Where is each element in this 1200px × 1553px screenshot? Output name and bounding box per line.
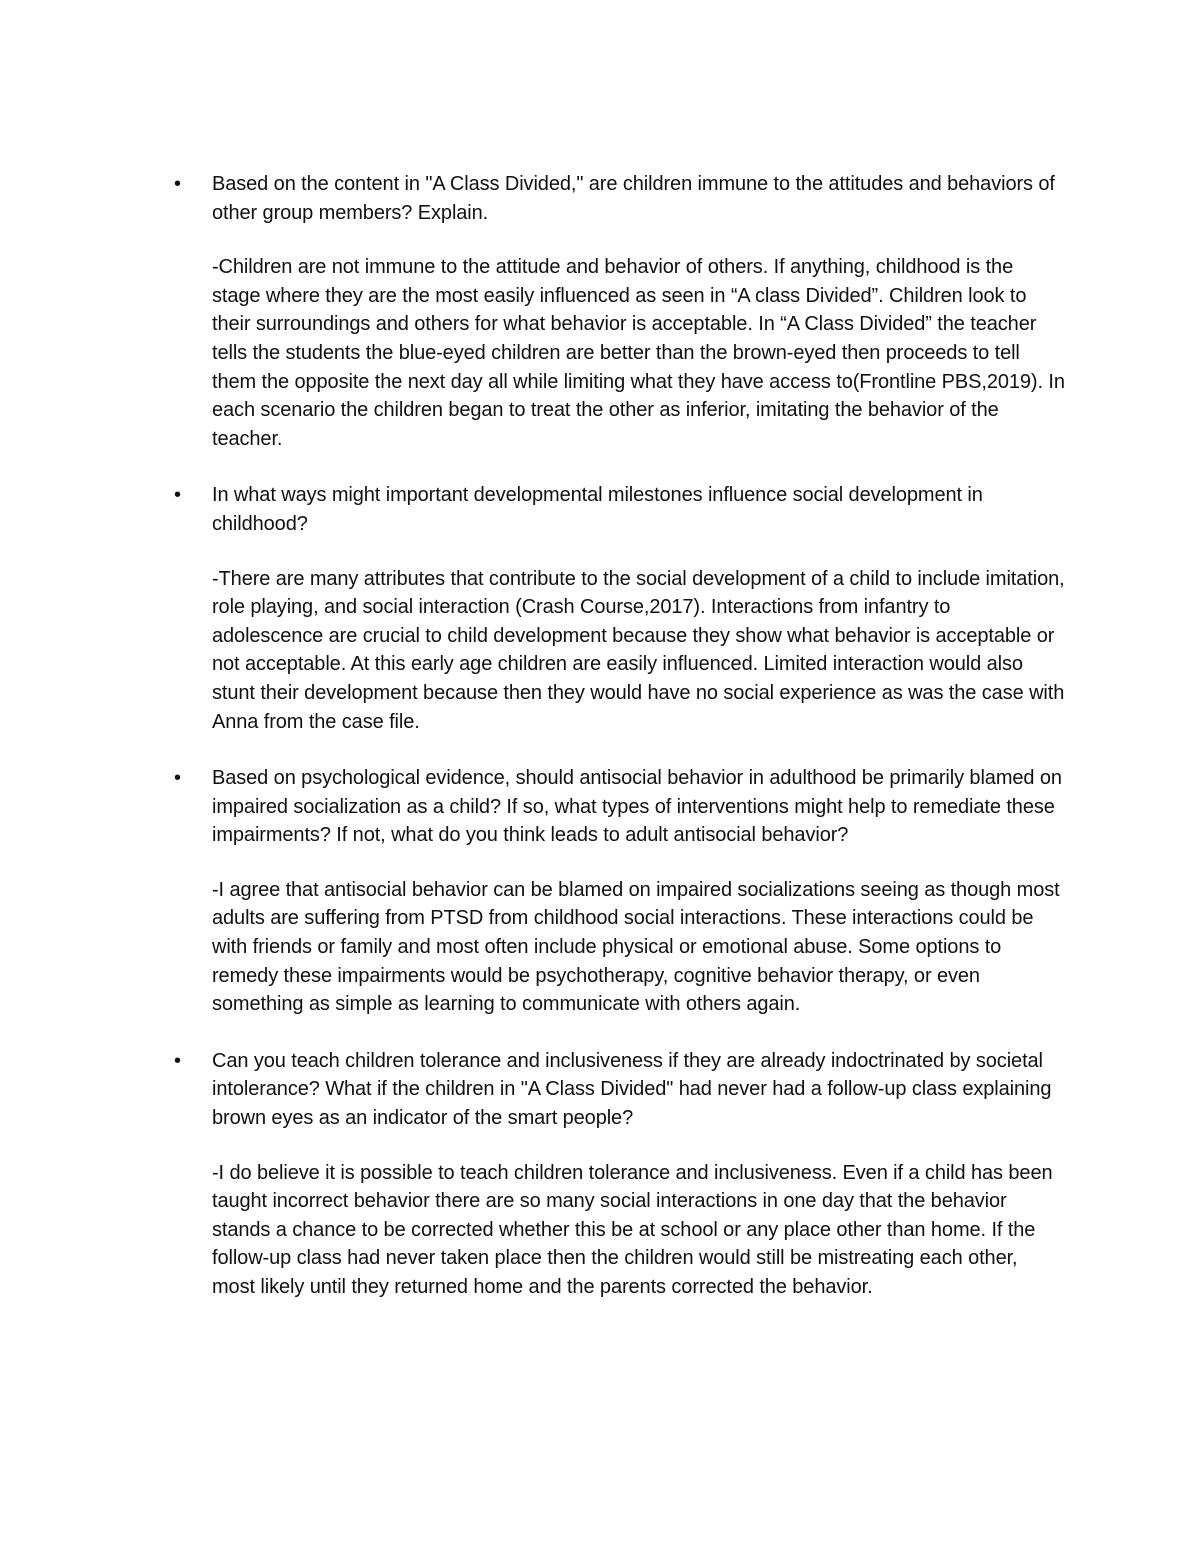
- question-2: In what ways might important developmental milestones influence social development in childhood?: [212, 484, 983, 535]
- question-4: Can you teach children tolerance and inclusiveness if they are already indoctrinated by societal intolerance? What if the children in "A Class Divided" had never had a follow-up class explaining brown eyes as an indicator of the smart people?: [212, 1049, 1052, 1130]
- bullet-icon: •: [174, 173, 182, 195]
- answer-2: -There are many attributes that contribute to the social development of a child to include imitation, role playing, and social interaction (Crash Course,2017). Interactions from infantry to adolescence are crucial to child development because they show what behavior is acceptable or not acceptable. At this early age children are easily influenced. Limited interaction would also stunt their development because then they would have no social experience as was the case with Anna from the case file.: [212, 567, 1065, 733]
- qa-item-2: [0, 481, 1200, 736]
- answer-1: -Children are not immune to the attitude and behavior of others. If anything, childhood is the stage where they are the most easily influenced as seen in “A class Divided”. Children look to their surroundings and others for what behavior is acceptable. In “A Class Divided” the teacher tells the students the blue-eyed children are better than the brown-eyed then proceeds to tell them the opposite the next day all while limiting what they have access to(Frontline PBS,2019). In each scenario the children began to treat the other as inferior, imitating the behavior of the teacher.: [212, 256, 1065, 450]
- bullet-icon: •: [174, 1049, 182, 1072]
- question-1: Based on the content in "A Class Divided," are children immune to the attitudes and behaviors of other group members? Explain.: [212, 173, 1055, 224]
- qa-list: [0, 170, 1200, 1330]
- question-3: Based on psychological evidence, should antisocial behavior in adulthood be primarily blamed on impaired socialization as a child? If so, what types of interventions might help to remediate these impairments? If not, what do you think leads to adult antisocial behavior?: [212, 767, 1062, 847]
- qa-item-1: [0, 170, 1200, 453]
- bullet-icon: •: [174, 484, 182, 507]
- qa-item-4: [0, 1047, 1200, 1302]
- answer-3: -I agree that antisocial behavior can be blamed on impaired socializations seeing as though most adults are suffering from PTSD from childhood social interactions. These interactions could be with friends or family and most often include physical or emotional abuse. Some options to remedy these impairments would be psychotherapy, cognitive behavior therapy, or even something as simple as learning to communicate with others again.: [212, 878, 1060, 1016]
- bullet-icon: •: [174, 767, 182, 790]
- answer-4: -I do believe it is possible to teach children tolerance and inclusiveness. Even if a child has been taught incorrect behavior there are so many social interactions in one day that the behavior stands a chance to be corrected whether this be at school or any place other than home. If the follow-up class had never taken place then the children would still be mistreating each other, most likely until they returned home and the parents corrected the behavior.: [212, 1161, 1053, 1298]
- qa-item-3: [0, 764, 1200, 1019]
